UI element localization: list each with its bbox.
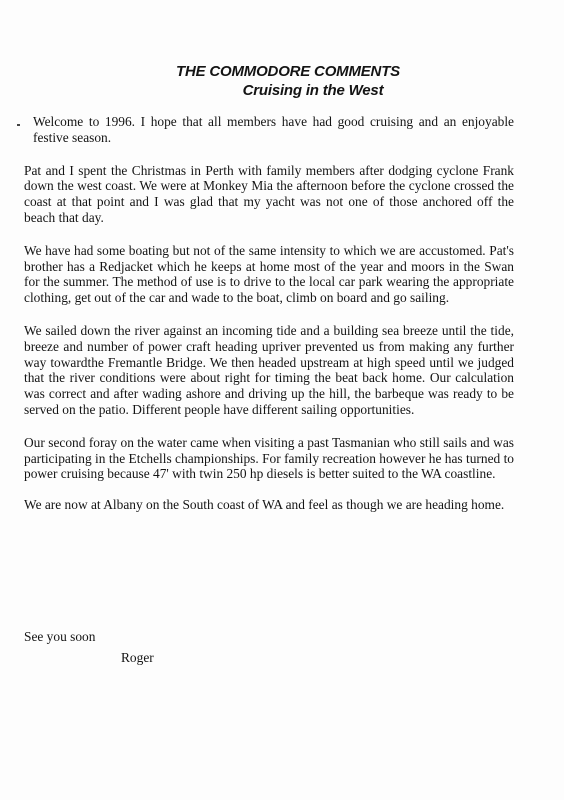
signature: Roger <box>121 650 154 665</box>
paragraph-boating: We have had some boating but not of the same intensity to which we are accustomed. Pat's brother has a Redjacket which he keeps at home most of the year and moors in the Swan for the summer. The method of use is to drive to the local car park wearing the appropriate clothing, get out of the car and wade to the boat, climb on board and go sailing. <box>24 242 514 306</box>
paragraph-albany: We are now at Albany on the South coast of WA and feel as though we are heading home. <box>24 497 505 513</box>
paragraph-christmas: Pat and I spent the Christmas in Perth with family members after dodging cyclone Frank down the west coast. We were at Monkey Mia the afternoon before the cyclone crossed the coast at that point and I was glad that my yacht was not one of those anchored off the beach that day. <box>24 162 514 225</box>
article-title: THE COMMODORE COMMENTS <box>176 63 400 80</box>
margin-mark <box>17 124 20 126</box>
article-body <box>24 114 514 530</box>
article-heading <box>0 62 564 100</box>
paragraph-second-foray: Our second foray on the water came when visiting a past Tasmanian who still sails and was participating in the Etchells championships. For family recreation however he has turned to power cruising because 47' with twin 250 hp diesels is better suited to the WA coastline. <box>24 434 514 482</box>
article-subtitle: Cruising in the West <box>242 82 384 99</box>
paragraph-river-sail: We sailed down the river against an incoming tide and a building sea breeze until the tide, breeze and number of power craft heading upriver prevented us from making any further way towardthe Fremantle Bridge. We then headed upstream at high speed until we judged that the river conditions were about right for timing the beat back home. Our calculation was correct and after wading ashore and driving up the hill, the barbeque was ready to be served on the patio. Different people have different sailing opportunities. <box>24 322 514 417</box>
paragraph-welcome: Welcome to 1996. I hope that all members have had good cruising and an enjoyable festive season. <box>33 114 514 145</box>
closing-line: See you soon <box>24 629 96 644</box>
